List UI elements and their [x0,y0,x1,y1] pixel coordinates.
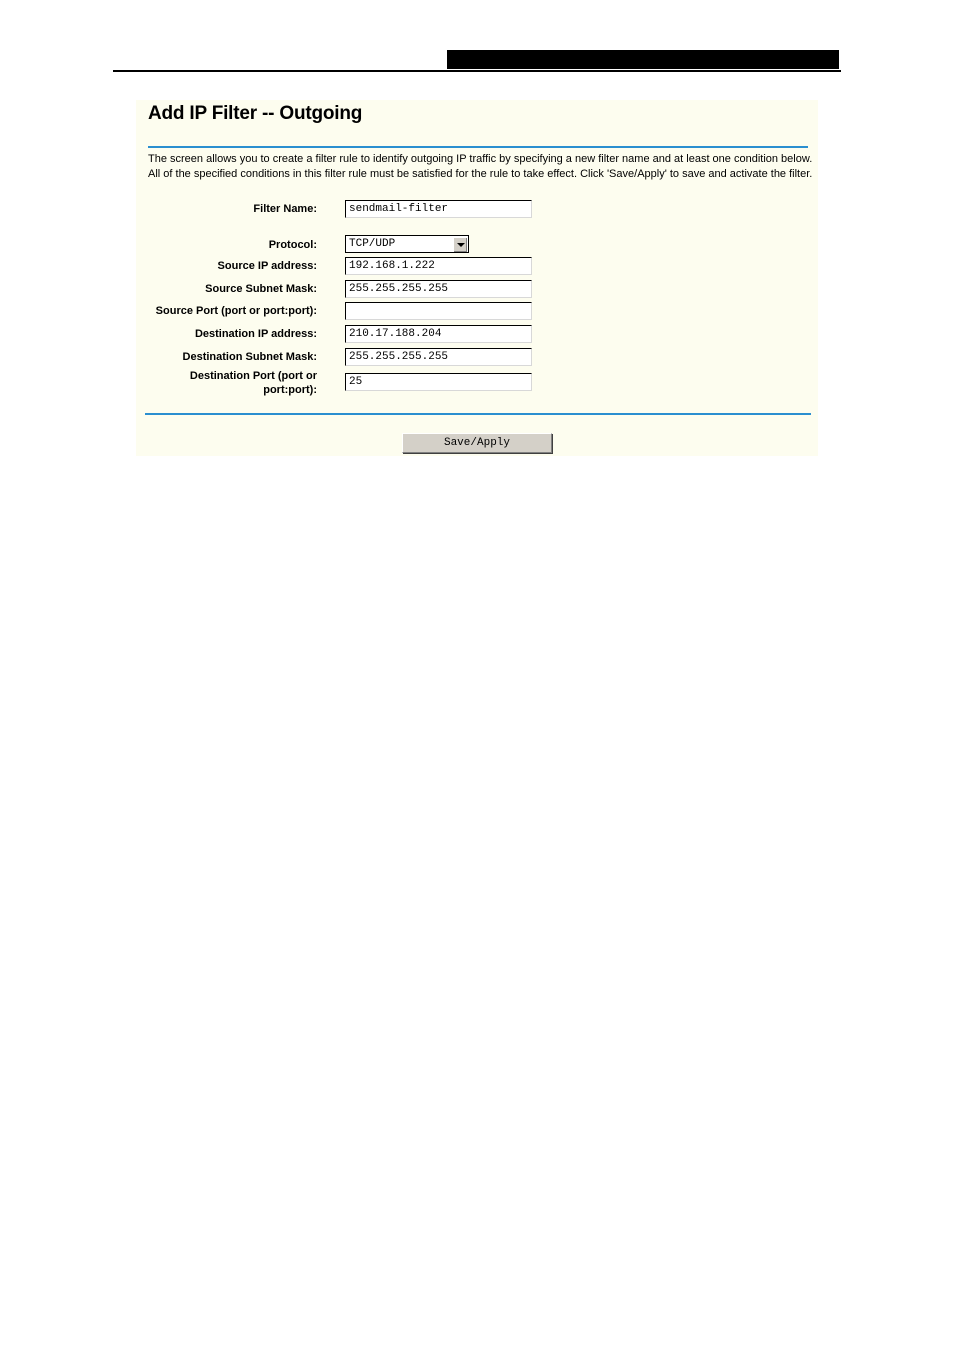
dest-ip-input[interactable]: 210.17.188.204 [345,325,532,343]
source-ip-input[interactable]: 192.168.1.222 [345,257,532,275]
dest-mask-label: Destination Subnet Mask: [182,351,317,363]
source-mask-label: Source Subnet Mask: [205,283,317,295]
page-description: The screen allows you to create a filter rule to identify outgoing IP traffic by specifying a new filter name and at least one condition below. All of the specified conditions in this filter rule must be satisfied for the rule to take effect. Click 'Save/Apply' to save and activate the filter. [148,153,813,180]
bottom-divider [145,413,811,415]
dest-port-input[interactable]: 25 [345,373,532,391]
source-port-input[interactable] [345,302,532,320]
header-bar [447,50,839,69]
chevron-down-icon[interactable] [453,237,467,252]
page-title: Add IP Filter -- Outgoing [148,103,363,124]
dest-mask-input[interactable]: 255.255.255.255 [345,348,532,366]
protocol-label: Protocol: [268,239,317,251]
protocol-select[interactable] [345,235,469,253]
save-apply-button[interactable]: Save/Apply [402,433,552,453]
filter-panel [136,100,818,456]
header-divider [113,70,841,72]
dest-port-label: Destination Port (port or port:port): [189,370,317,396]
protocol-selected-value: TCP/UDP [349,238,396,250]
source-port-label: Source Port (port or port:port): [155,305,317,317]
filter-name-label: Filter Name: [253,203,317,215]
dest-ip-label: Destination IP address: [194,328,317,340]
source-mask-input[interactable]: 255.255.255.255 [345,280,532,298]
filter-name-input[interactable]: sendmail-filter [345,200,532,218]
source-ip-label: Source IP address: [217,260,317,272]
top-divider [148,146,808,148]
